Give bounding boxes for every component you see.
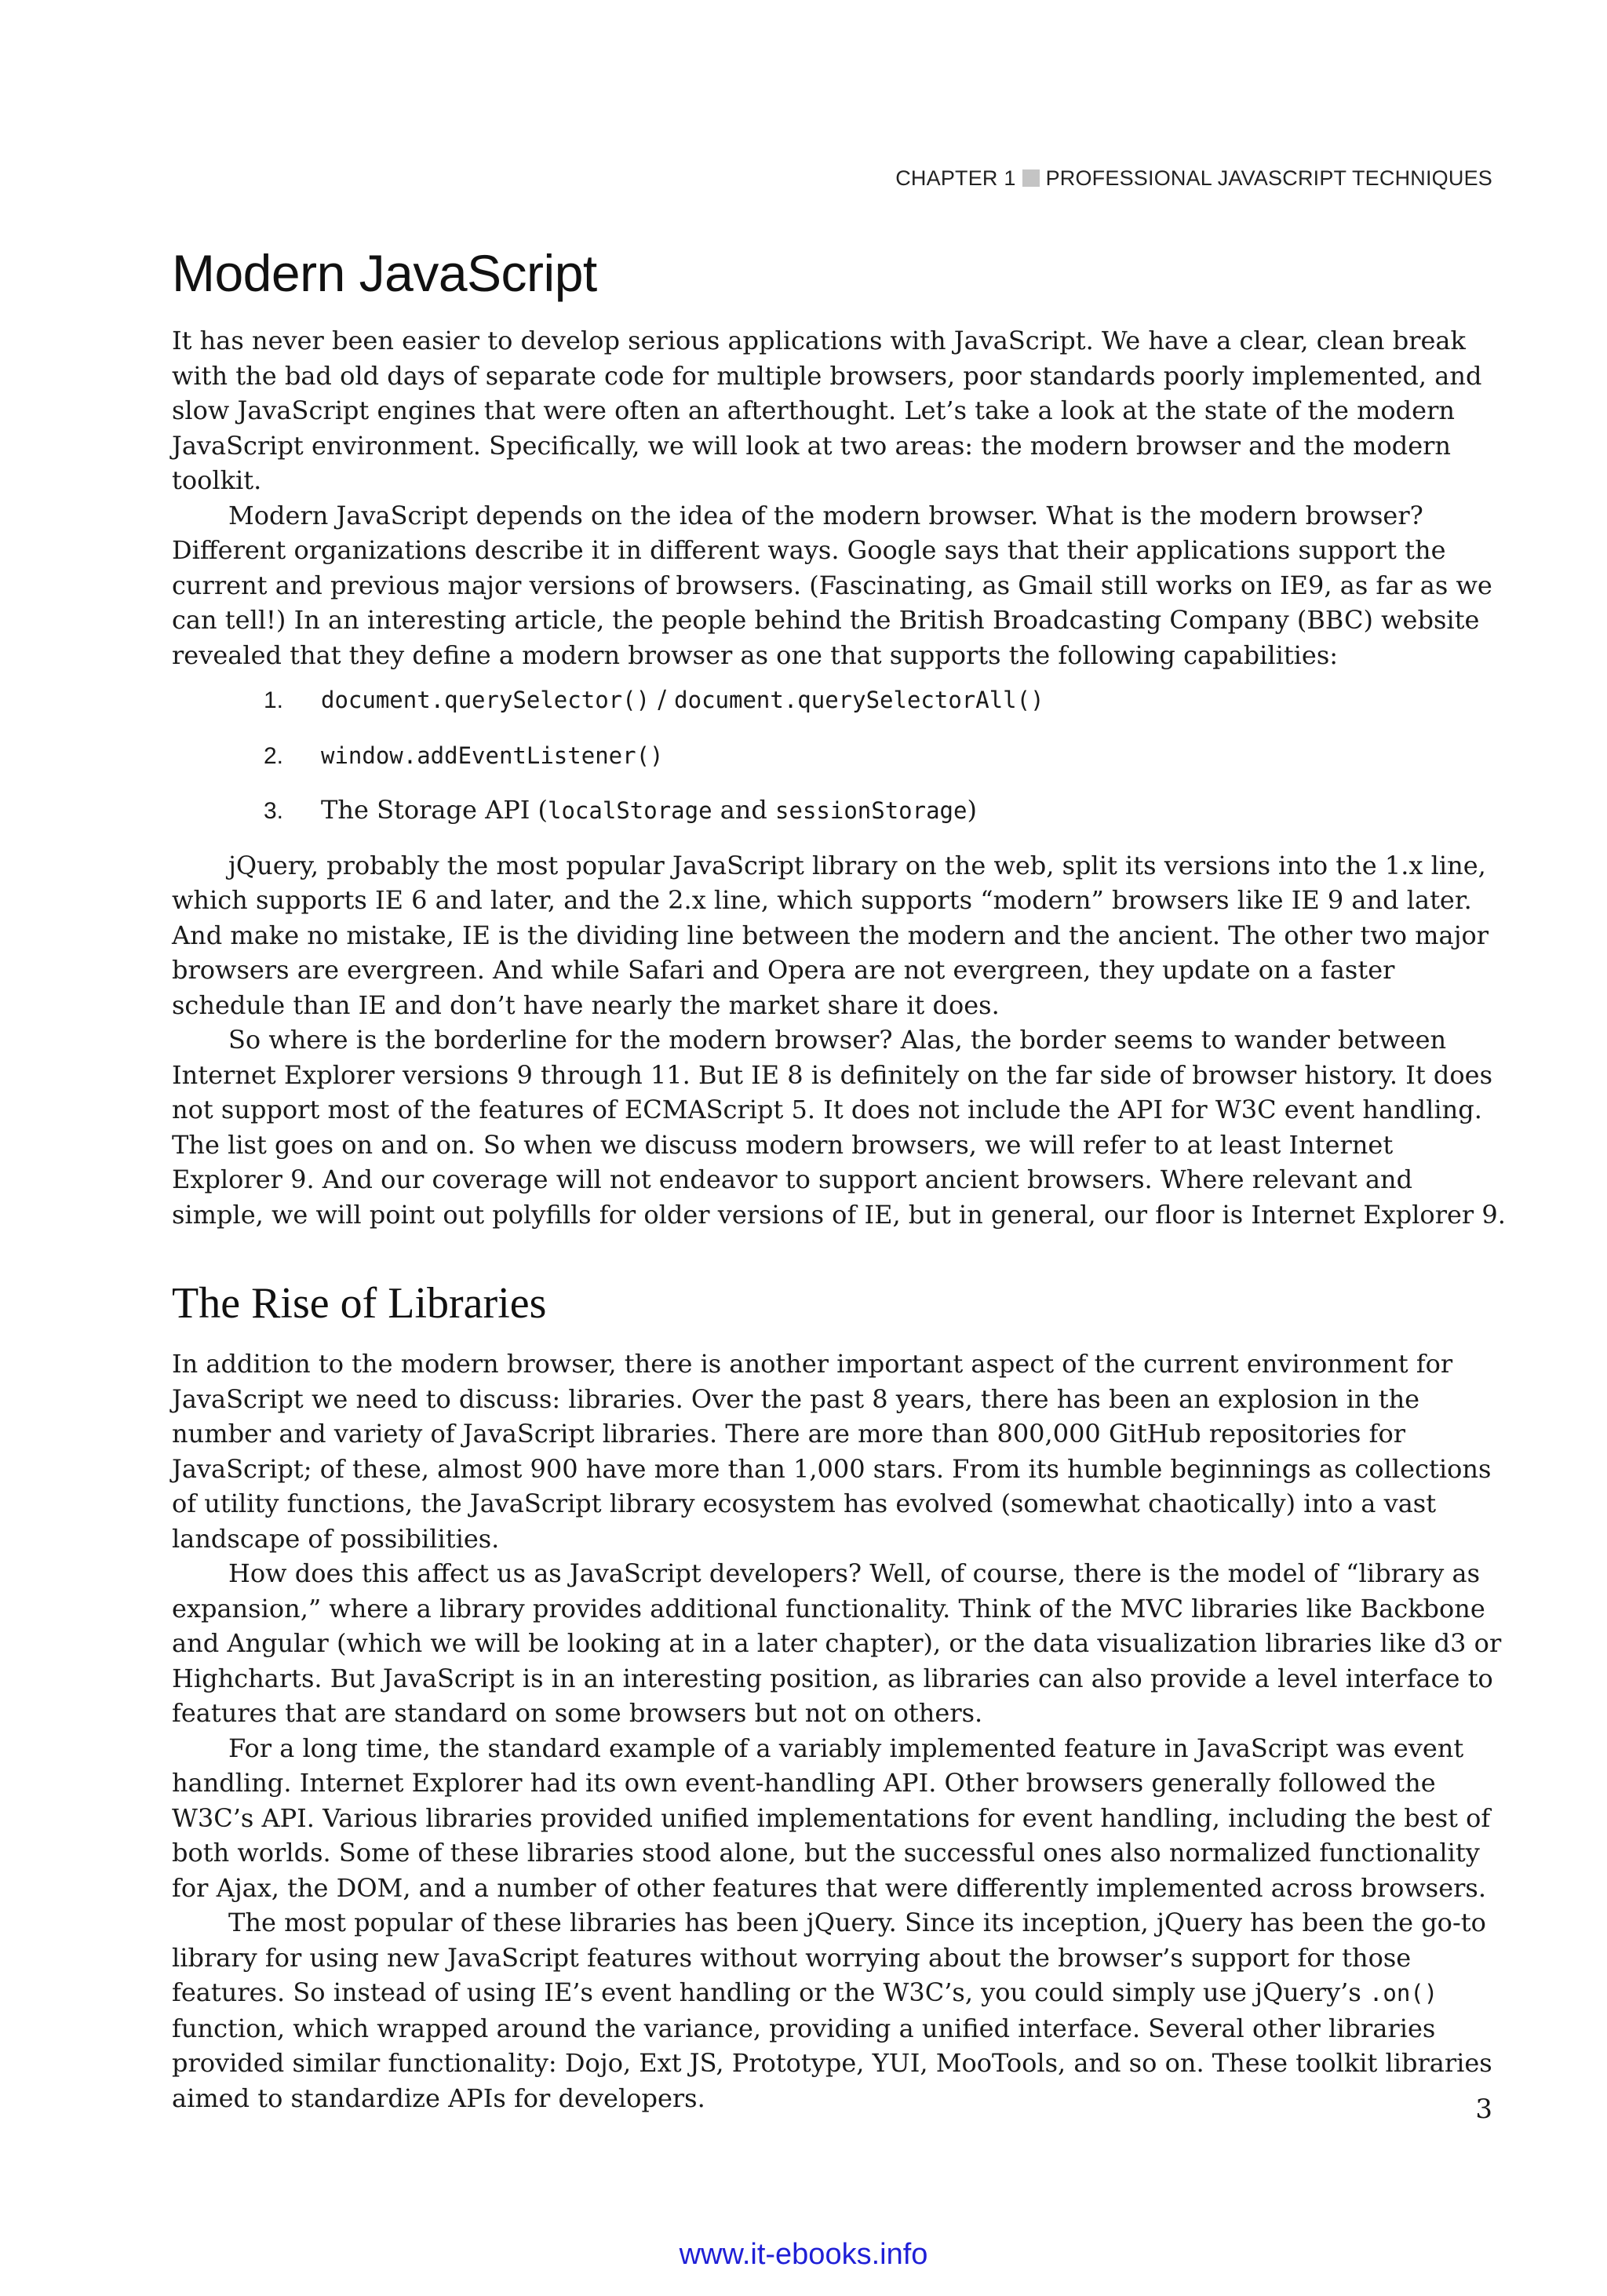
paragraph: In addition to the modern browser, there is another important aspect of the current environment for JavaScript we need to discuss: libraries. Over the past 8 years, there has been an explosion in the number and variety of JavaScript libraries. There are more than 800,000 GitHub repositories for JavaScript; of these, almost 900 have more than 1,000 stars. From its humble beginnings as collections of utility functions, the JavaScript library ecosystem has evolved (somewhat chaotically) into a vast landscape of possibilities. <box>172 1349 1492 1554</box>
paragraph: So where is the borderline for the modern browser? Alas, the border seems to wander between Internet Explorer versions 9 through 11. But IE 8 is definitely on the far side of browser history. It does not support most of the features of ECMAScript 5. It does not include the API for W3C event handling. The list goes on and on. So when we discuss modern browsers, we will refer to at least Internet Explorer 9. And our coverage will not endeavor to support ancient browsers. Where relevant and simple, we will point out polyfills for older versions of IE, but in general, our floor is Internet Explorer 9. <box>172 1025 1506 1230</box>
section-heading-modern-javascript: Modern JavaScript <box>172 244 597 302</box>
code-snippet: document.querySelectorAll() <box>674 687 1044 713</box>
list-separator: / <box>650 684 675 714</box>
code-snippet: window.addEventListener() <box>321 742 664 769</box>
list-item <box>264 682 1506 719</box>
page-content <box>172 240 1506 2116</box>
paragraph-text: function, which wrapped around the variance, providing a unified interface. Several other libraries provided similar functionality: Dojo, Ext JS, Prototype, YUI, MooTools, and so on. These toolkit libraries aimed to standardize APIs for developers. <box>172 2013 1492 2113</box>
code-snippet: sessionStorage <box>775 797 967 824</box>
footer-link[interactable]: www.it-ebooks.info <box>679 2238 928 2271</box>
chapter-title: PROFESSIONAL JAVASCRIPT TECHNIQUES <box>1045 166 1492 190</box>
paragraph-text: The most popular of these libraries has been jQuery. Since its inception, jQuery has been the go-to library for using new JavaScript features without worrying about the browser’s support for those features. So instead of using IE’s event handling or the W3C’s, you could simply use jQuery’s <box>172 1908 1486 2007</box>
list-text: ) <box>967 795 977 825</box>
header-separator <box>1022 169 1040 187</box>
list-text: and <box>712 795 776 825</box>
list-number: 1. <box>264 687 284 713</box>
paragraph: It has never been easier to develop serious applications with JavaScript. We have a clear, clean break with the bad old days of separate code for multiple browsers, poor standards poorly implemented, and slow JavaScript engines that were often an afterthought. Let’s take a look at the state of the modern JavaScript environment. Specifically, we will look at two areas: the modern browser and the modern toolkit. <box>172 326 1482 495</box>
paragraph <box>172 1905 1506 2116</box>
page-number: 3 <box>1475 2094 1492 2125</box>
capabilities-list <box>172 682 1506 829</box>
list-number: 2. <box>264 742 284 769</box>
paragraph: For a long time, the standard example of a variably implemented feature in JavaScript was event handling. Internet Explorer had its own event-handling API. Other browsers generally followed the W3C’s API. Various libraries provided unified implementations for event handling, including the best of both worlds. Some of these libraries stood alone, but the successful ones also normalized functionality for Ajax, the DOM, and a number of other features that were differently implemented across browsers. <box>172 1733 1491 1903</box>
code-snippet: document.querySelector() <box>321 687 650 713</box>
chapter-label: CHAPTER 1 <box>895 166 1016 190</box>
list-item <box>264 738 1506 774</box>
paragraph: jQuery, probably the most popular JavaScript library on the web, split its versions into the 1.x line, which supports IE 6 and later, and the 2.x line, which supports “modern” browsers like IE 9 and later. And make no mistake, IE is the dividing line between the modern and the ancient. The other two major browsers are evergreen. And while Safari and Opera are not evergreen, they update on a faster schedule than IE and don’t have nearly the market share it does. <box>172 850 1489 1020</box>
list-text: The Storage API ( <box>321 795 548 825</box>
paragraph: Modern JavaScript depends on the idea of the modern browser. What is the modern browser? Different organizations describe it in different ways. Google says that their applications support the current and previous major versions of browsers. (Fascinating, as Gmail still works on IE9, as far as we can tell!) In an interesting article, the people behind the British Broadcasting Company (BBC) website revealed that they define a modern browser as one that supports the following capabilities: <box>172 500 1492 670</box>
list-item <box>264 793 1506 829</box>
code-snippet: .on() <box>1368 1980 1438 2006</box>
running-header <box>895 166 1492 191</box>
list-number: 3. <box>264 798 284 824</box>
paragraph: How does this affect us as JavaScript developers? Well, of course, there is the model of “library as expansion,” where a library provides additional functionality. Think of the MVC libraries like Backbone and Angular (which we will be looking at in a later chapter), or the data visualization libraries like d3 or Highcharts. But JavaScript is in an interesting position, as libraries can also provide a level interface to features that are standard on some browsers but not on others. <box>172 1558 1502 1728</box>
section-heading-rise-of-libraries: The Rise of Libraries <box>172 1279 547 1328</box>
code-snippet: localStorage <box>548 797 712 824</box>
